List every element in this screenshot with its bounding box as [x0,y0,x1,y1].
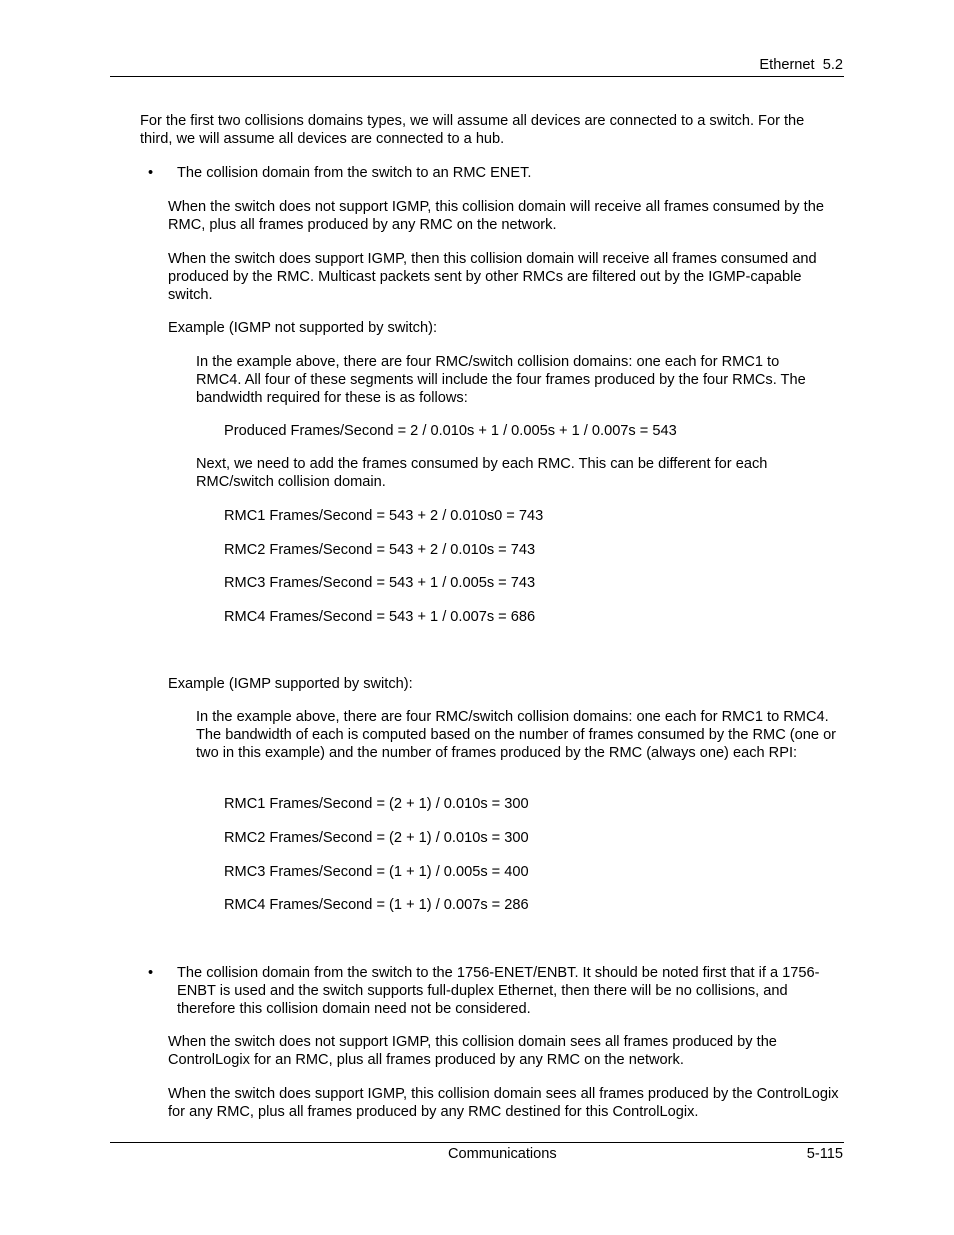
bullet1-no-igmp-paragraph: When the switch does not support IGMP, this collision domain will receive all frames consumed by the RMC, plus all frames produced by any RMC on the network. [168,199,824,233]
footer-rule [110,1142,844,1143]
bullet2-igmp-paragraph: When the switch does support IGMP, this collision domain sees all frames produced by the ControlLogix for any RMC, plus all frames produced by any RMC destined for this ControlLogix. [168,1086,839,1120]
footer-title: Communications [448,1146,557,1162]
example2-description: In the example above, there are four RMC/switch collision domains: one each for RMC1 to RMC4. The bandwidth of each is computed based on the number of frames consumed by the RMC (one or two in this example) and the number of frames produced by the RMC (always one) each RPI: [196,709,837,761]
example2-title: Example (IGMP supported by switch): [168,676,413,692]
example1-equation: RMC4 Frames/Second = 543 + 1 / 0.007s = 686 [224,609,536,625]
example1-description: In the example above, there are four RMC/switch collision domains: one each for RMC1 to RMC4. All four of these segments will include the four frames produced by the four RMCs. The bandwidth required for these is as follows: [196,354,806,406]
example1-equation: RMC1 Frames/Second = 543 + 2 / 0.010s0 = 743 [224,508,544,524]
header-rule [110,76,844,77]
bullet1-igmp-paragraph: When the switch does support IGMP, then this collision domain will receive all frames consumed and produced by the RMC. Multicast packets sent by other RMCs are filtered out by the IGMP-capable switch. [168,251,817,303]
produced-equation: Produced Frames/Second = 2 / 0.010s + 1 / 0.005s + 1 / 0.007s = 543 [224,423,677,439]
bullet2-text: The collision domain from the switch to the 1756-ENET/ENBT. It should be noted first that if a 1756-ENBT is used and the switch supports full-duplex Ethernet, then there will be no collisions, and therefore this collision domain need not be considered. [177,965,820,1017]
header-section: Ethernet 5.2 [759,57,843,73]
page-number: 5-115 [806,1146,843,1162]
example1-equation: RMC2 Frames/Second = 543 + 2 / 0.010s = 743 [224,542,536,558]
example2-equation: RMC4 Frames/Second = (1 + 1) / 0.007s = 286 [224,897,529,913]
example2-equation: RMC1 Frames/Second = (2 + 1) / 0.010s = 300 [224,796,529,812]
example1-equation: RMC3 Frames/Second = 543 + 1 / 0.005s = 743 [224,575,536,591]
bullet2-no-igmp-paragraph: When the switch does not support IGMP, this collision domain sees all frames produced by the ControlLogix for an RMC, plus all frames produced by any RMC on the network. [168,1034,777,1068]
example1-title: Example (IGMP not supported by switch): [168,320,438,336]
example2-equation: RMC3 Frames/Second = (1 + 1) / 0.005s = 400 [224,864,529,880]
example2-equation: RMC2 Frames/Second = (2 + 1) / 0.010s = 300 [224,830,529,846]
bullet-marker: • [148,965,154,981]
next-paragraph: Next, we need to add the frames consumed by each RMC. This can be different for each RMC/switch collision domain. [196,456,768,490]
bullet-marker: • [148,165,154,181]
intro-paragraph: For the first two collisions domains types, we will assume all devices are connected to a switch. For the third, we will assume all devices are connected to a hub. [140,113,805,147]
bullet1-text: The collision domain from the switch to an RMC ENET. [177,165,532,181]
